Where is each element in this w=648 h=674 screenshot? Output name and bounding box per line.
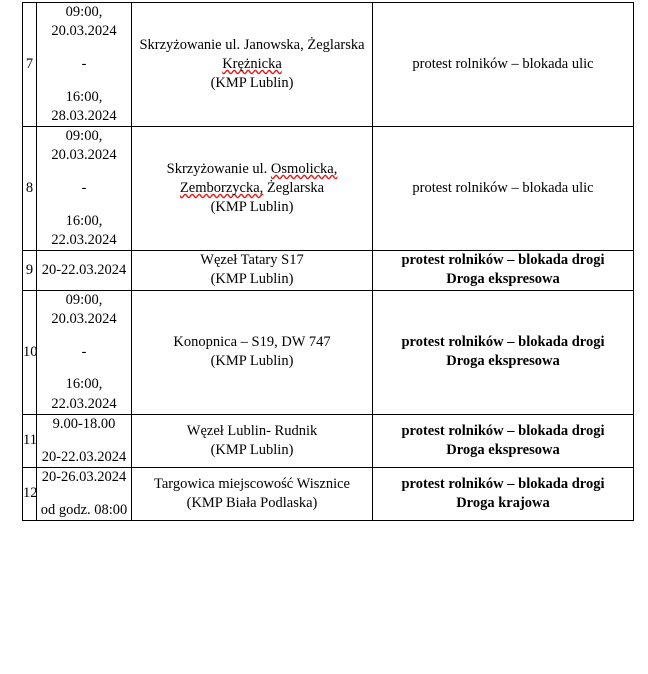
location-cell: [132, 290, 373, 414]
row-number-cell: 12: [23, 467, 37, 520]
row-number-cell: 7: [23, 3, 37, 127]
blank-line: [37, 198, 131, 212]
when-line: 16:00,: [65, 376, 103, 393]
table-row: [23, 127, 634, 251]
location-stack: [132, 422, 372, 460]
when-line: 20-22.03.2024: [41, 261, 127, 278]
row-number-cell: 9: [23, 251, 37, 290]
when-line: 22.03.2024: [51, 395, 117, 412]
date-time-cell: [37, 414, 132, 467]
location-line: Targowica miejscowość Wisznice: [154, 475, 350, 492]
location-line: (KMP Biała Podlaska): [186, 494, 318, 511]
description-line: Droga krajowa: [456, 494, 550, 511]
location-cell: [132, 414, 373, 467]
blank-line: [37, 487, 131, 501]
row-number-cell: 10: [23, 290, 37, 414]
when-line: 20-26.03.2024: [41, 468, 127, 485]
blank-line: [37, 362, 131, 376]
date-time-stack: [37, 3, 131, 126]
description-stack: [373, 475, 633, 513]
schedule-table-body: [23, 3, 634, 521]
table-row: [23, 251, 634, 290]
location-line: Konopnica – S19, DW 747: [173, 334, 331, 351]
description-line: Droga ekspresowa: [446, 271, 560, 288]
description-cell: [373, 251, 634, 290]
location-stack: [132, 251, 372, 289]
spellcheck-underlined-word: Osmolicka,: [270, 161, 338, 178]
description-stack: [373, 422, 633, 460]
blank-line: [37, 329, 131, 343]
date-time-cell: [37, 251, 132, 290]
description-stack: [373, 251, 633, 289]
location-stack: [132, 333, 372, 371]
date-time-cell: [37, 467, 132, 520]
when-line: -: [81, 180, 87, 197]
row-number-cell: 8: [23, 127, 37, 251]
location-cell: [132, 251, 373, 290]
spellcheck-underlined-word: Zemborzycka,: [179, 180, 264, 197]
when-line: 28.03.2024: [51, 108, 117, 125]
when-line: 20.03.2024: [51, 310, 117, 327]
location-line: [132, 55, 372, 74]
blank-line: [37, 41, 131, 55]
description-line: protest rolników – blokada drogi: [401, 334, 605, 351]
location-line: Zemborzycka, Żeglarska: [179, 180, 325, 197]
location-line: (KMP Lublin): [210, 75, 294, 92]
description-line: protest rolników – blokada ulic: [412, 56, 594, 73]
when-line: 20-22.03.2024: [41, 448, 127, 465]
when-line: 09:00,: [65, 128, 103, 145]
schedule-table: [22, 2, 634, 521]
location-stack: [132, 160, 372, 217]
description-cell: [373, 467, 634, 520]
when-line: 20.03.2024: [51, 147, 117, 164]
when-line: 22.03.2024: [51, 232, 117, 249]
description-line: Droga ekspresowa: [446, 441, 560, 458]
date-time-stack: [37, 261, 131, 280]
date-time-stack: [37, 415, 131, 467]
location-stack: [132, 36, 372, 93]
blank-line: [37, 434, 131, 448]
description-cell: [373, 290, 634, 414]
location-line: (KMP Lublin): [210, 353, 294, 370]
location-line: (KMP Lublin): [210, 441, 294, 458]
when-line: 09:00,: [65, 291, 103, 308]
location-cell: [132, 3, 373, 127]
blank-line: [37, 165, 131, 179]
table-row: [23, 290, 634, 414]
location-stack: [132, 475, 372, 513]
when-line: 20.03.2024: [51, 23, 117, 40]
description-stack: [373, 333, 633, 371]
location-line: (KMP Lublin): [210, 199, 294, 216]
description-line: protest rolników – blokada drogi: [401, 422, 605, 439]
table-row: [23, 3, 634, 127]
when-line: 16:00,: [65, 213, 103, 230]
when-line: 09:00,: [65, 4, 103, 20]
location-line: Skrzyżowanie ul. Osmolicka,: [166, 161, 338, 178]
description-cell: [373, 414, 634, 467]
location-line: Węzeł Tatary S17: [200, 252, 304, 269]
description-line: Droga ekspresowa: [446, 353, 560, 370]
spellcheck-underlined-word: Krężnicka: [222, 56, 282, 73]
location-line: Węzeł Lublin- Rudnik: [186, 422, 318, 439]
description-cell: [373, 127, 634, 251]
date-time-cell: [37, 290, 132, 414]
table-row: [23, 414, 634, 467]
location-line: (KMP Lublin): [210, 271, 294, 288]
location-cell: [132, 127, 373, 251]
when-line: -: [81, 343, 87, 360]
date-time-stack: [37, 127, 131, 250]
location-cell: [132, 467, 373, 520]
table-row: [23, 467, 634, 520]
description-stack: [373, 55, 633, 74]
description-line: protest rolników – blokada ulic: [412, 180, 594, 197]
row-number-cell: 11: [23, 414, 37, 467]
blank-line: [37, 74, 131, 88]
when-line: 16:00,: [65, 88, 103, 105]
date-time-cell: [37, 127, 132, 251]
schedule-table-container: [22, 2, 633, 521]
when-line: 9.00-18.00: [52, 415, 116, 432]
description-stack: [373, 179, 633, 198]
date-time-cell: [37, 3, 132, 127]
when-line: od godz. 08:00: [40, 501, 128, 518]
date-time-stack: [37, 468, 131, 520]
when-line: -: [81, 56, 87, 73]
description-line: protest rolników – blokada drogi: [401, 475, 605, 492]
location-line: Skrzyżowanie ul. Janowska, Żeglarska: [139, 36, 365, 53]
description-line: protest rolników – blokada drogi: [401, 252, 605, 269]
date-time-stack: [37, 291, 131, 414]
description-cell: [373, 3, 634, 127]
